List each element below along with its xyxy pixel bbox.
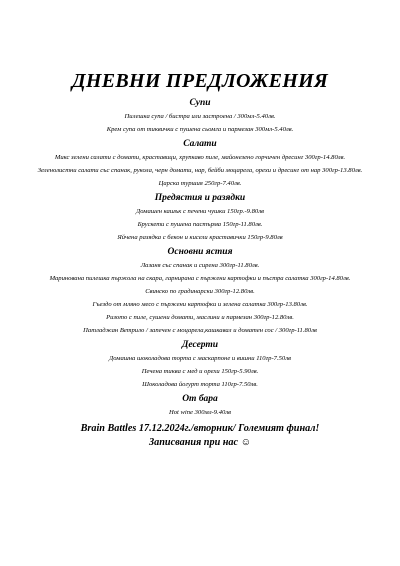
menu-item: Патладжан Ветрило / запечен с моцарела,кашкавал и доматен сос / 300гр-11.80лв bbox=[83, 327, 317, 334]
event-announcement bbox=[34, 422, 366, 450]
section-heading-mains: Основни ястия bbox=[167, 247, 233, 257]
menu-item: Гъездо от мляно месо с пържени картофки и зелена салатка 300гр-13.80лв. bbox=[92, 301, 308, 308]
menu-item: Hot wine 300мл-9.40лв bbox=[168, 409, 232, 416]
menu-item: Яйчена разядка с бекон и кисели краставички 150гр-9.80лв bbox=[117, 234, 283, 241]
menu-item: Домашна шоколадова торта с маскарпоне и вишни 110гр-7.50лв bbox=[109, 355, 291, 362]
menu-item: Ризото с пиле, сушени домати, маслини и пармезан 300гр-12.80лв. bbox=[106, 314, 294, 321]
page-title: ДНЕВНИ ПРЕДЛОЖЕНИЯ bbox=[71, 70, 329, 92]
menu-item: Микс зелени салати с домати, краставици, хрупкаво пиле, майонезено горчичен дресинг 300гр-14.80лв. bbox=[54, 154, 346, 161]
section-heading-appetizers: Предястия и разядки bbox=[154, 193, 246, 203]
menu-item: Крем супа от тиквички с пушена сьомга и пармезан 300мл-5.40лв. bbox=[106, 126, 294, 133]
event-line: Brain Battles 17.12.2024г./вторник/ Големият финал! bbox=[80, 423, 320, 434]
menu-item: Брускети с пушена пастърма 150гр-11.80лв. bbox=[137, 221, 263, 228]
menu-item: Маринована пилешка пържола на скара, гарнирана с пържени картофки и пъстра салатка 300гр-14.80лв. bbox=[49, 275, 351, 282]
signup-line: Записвания при нас ☺ bbox=[148, 437, 251, 448]
menu-item: Печена тиква с мед и орехи 150гр-5.90лв. bbox=[141, 368, 259, 375]
section-heading-soups: Супи bbox=[189, 98, 211, 108]
menu-item: Царска туршия 250гр-7.40лв. bbox=[158, 180, 242, 187]
section-heading-salads: Салати bbox=[183, 139, 217, 149]
menu-item: Пилешка супа / бистра или застроена / 300мл-5.40лв. bbox=[124, 113, 276, 120]
menu-item: Зеленолистни салати със спанак, рукола, черн домати, нар, бейби моцарела, орехи и дресинг от нар 300гр-13.80лв. bbox=[37, 167, 363, 174]
menu-item: Домашен кашък с печени чушки 150гр.-9.80лв bbox=[136, 208, 264, 215]
section-heading-bar: От бара bbox=[182, 394, 218, 404]
menu-item: Свинско по градинарски 300гр-12.80лв. bbox=[145, 288, 255, 295]
section-heading-desserts: Десерти bbox=[181, 340, 219, 350]
menu-item: Лазаня със спанак и сирена 300гр-11.80лв. bbox=[140, 262, 260, 269]
menu-item: Шоколадова йогурт торта 110гр-7.50лв. bbox=[142, 381, 258, 388]
